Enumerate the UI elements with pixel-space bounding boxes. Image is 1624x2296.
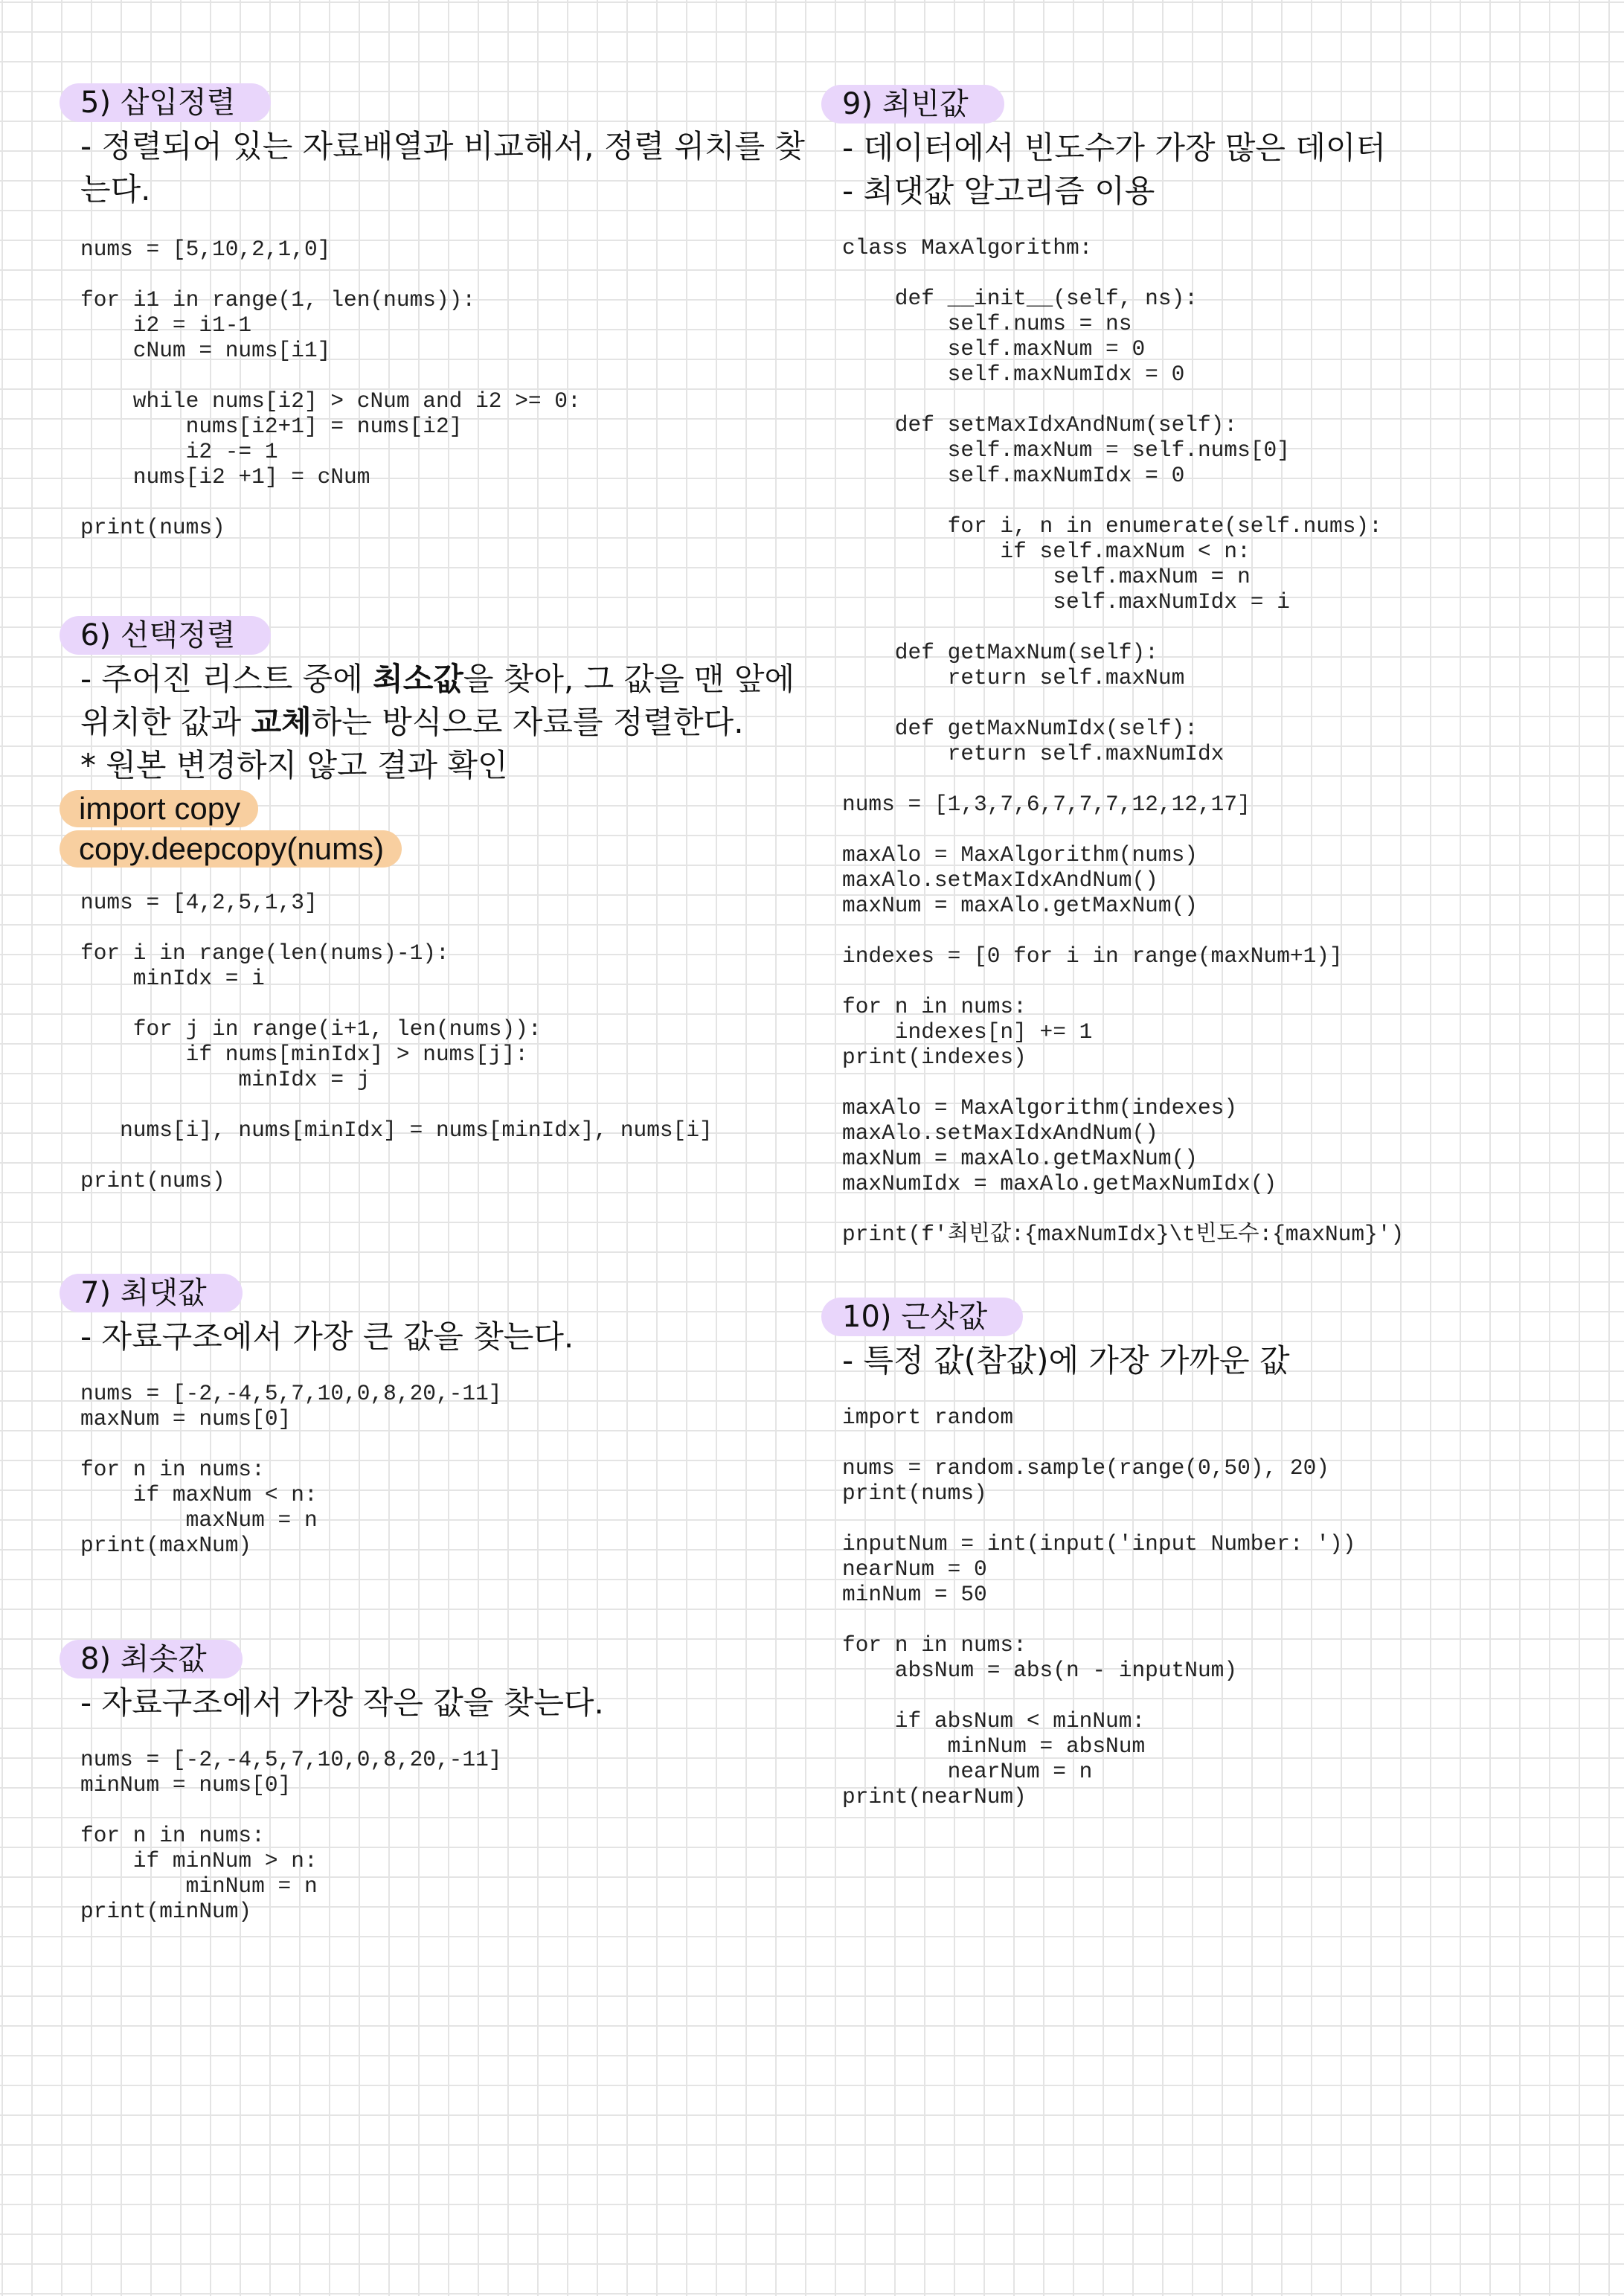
section-title: 5) 삽입정렬 [60,83,271,122]
section-title: 6) 선택정렬 [60,616,271,655]
section-selection-sort [60,616,811,1193]
desc-text: 위치한 값과 [80,704,251,740]
section-title: 10) 근삿값 [821,1298,1023,1336]
code-block: nums = [5,10,2,1,0] for i1 in range(1, len(nums)): i2 = i1-1 cNum = nums[i1] while nums[i2] > cNum and i2 >= 0: nums[i2+1] = nums[i2] i2 -= 1 nums[i2 +1] = cNum print(nums) [80,237,581,540]
section-mode-value [821,85,1602,1247]
section-description: - 데이터에서 빈도수가 가장 많은 데이터 - 최댓값 알고리즘 이용 [842,129,1387,209]
section-note: * 원본 변경하지 않고 결과 확인 [80,747,508,783]
code-block: import random nums = random.sample(range(0,50), 20) print(nums) inputNum = int(input('input Number: ')) nearNum = 0 minNum = 50 for n in nums: absNum = abs(n - inputNum) if absNum < minNum: minNum = absNum nearNum = n print(nearNum) [842,1405,1356,1809]
section-description [80,658,811,744]
section-description: - 자료구조에서 가장 큰 값을 찾는다. [80,1318,574,1355]
section-description: - 정렬되어 있는 자료배열과 비교해서, 정렬 위치를 찾 는다. [80,128,805,208]
section-description: - 특정 값(참값)에 가장 가까운 값 [842,1342,1290,1379]
code-block: nums = [-2,-4,5,7,10,0,8,20,-11] minNum = nums[0] for n in nums: if minNum > n: minNum = n print(minNum) [80,1747,502,1924]
code-block: nums = [4,2,5,1,3] for i in range(len(nums)-1): minIdx = i for j in range(i+1, len(nums)): if nums[minIdx] > nums[j]: minIdx = j nums[i], nums[minIdx] = nums[minIdx], nums[i] print(nums) [80,890,713,1193]
section-max-value [60,1274,811,1558]
desc-text: 을 찾아, 그 값을 맨 앞에 [463,661,795,697]
section-title: 7) 최댓값 [60,1274,243,1312]
desc-text: 하는 방식으로 자료를 정렬한다. [311,704,744,740]
highlight-chip: copy.deepcopy(nums) [60,830,402,868]
desc-text: - 주어진 리스트 중에 [80,661,373,697]
highlight-chip: import copy [60,790,258,827]
section-approx-value [821,1298,1602,1809]
section-description: - 자료구조에서 가장 작은 값을 찾는다. [80,1684,604,1721]
desc-bold: 최소값 [373,661,463,697]
code-block: nums = [-2,-4,5,7,10,0,8,20,-11] maxNum = nums[0] for n in nums: if maxNum < n: maxNum = n print(maxNum) [80,1381,502,1558]
code-block: class MaxAlgorithm: def __init__(self, ns): self.nums = ns self.maxNum = 0 self.maxNumIdx = 0 def setMaxIdxAndNum(self): self.maxNum = self.nums[0] self.maxNumIdx = 0 for i, n in enumerate(self.nums): if self.maxNum < n: self.maxNum = n self.maxNumIdx = i def getMaxNum(self): return self.maxNum def getMaxNumIdx(self): return self.maxNumIdx nums = [1,3,7,6,7,7,7,12,12,17] maxAlo = MaxAlgorithm(nums) maxAlo.setMaxIdxAndNum() maxNum = maxAlo.getMaxNum() indexes = [0 for i in range(maxNum+1)] for n in nums: indexes[n] += 1 print(indexes) maxAlo = MaxAlgorithm(indexes) maxAlo.setMaxIdxAndNum() maxNum = maxAlo.getMaxNum() maxNumIdx = maxAlo.getMaxNumIdx() print(f'최빈값:{maxNumIdx}\t빈도수:{maxNum}') [842,235,1405,1247]
section-title: 8) 최솟값 [60,1640,243,1678]
desc-bold: 교체 [251,704,312,740]
section-title: 9) 최빈값 [821,85,1004,124]
highlight-group [60,789,811,869]
section-insertion-sort [60,83,811,540]
section-min-value [60,1640,811,1924]
